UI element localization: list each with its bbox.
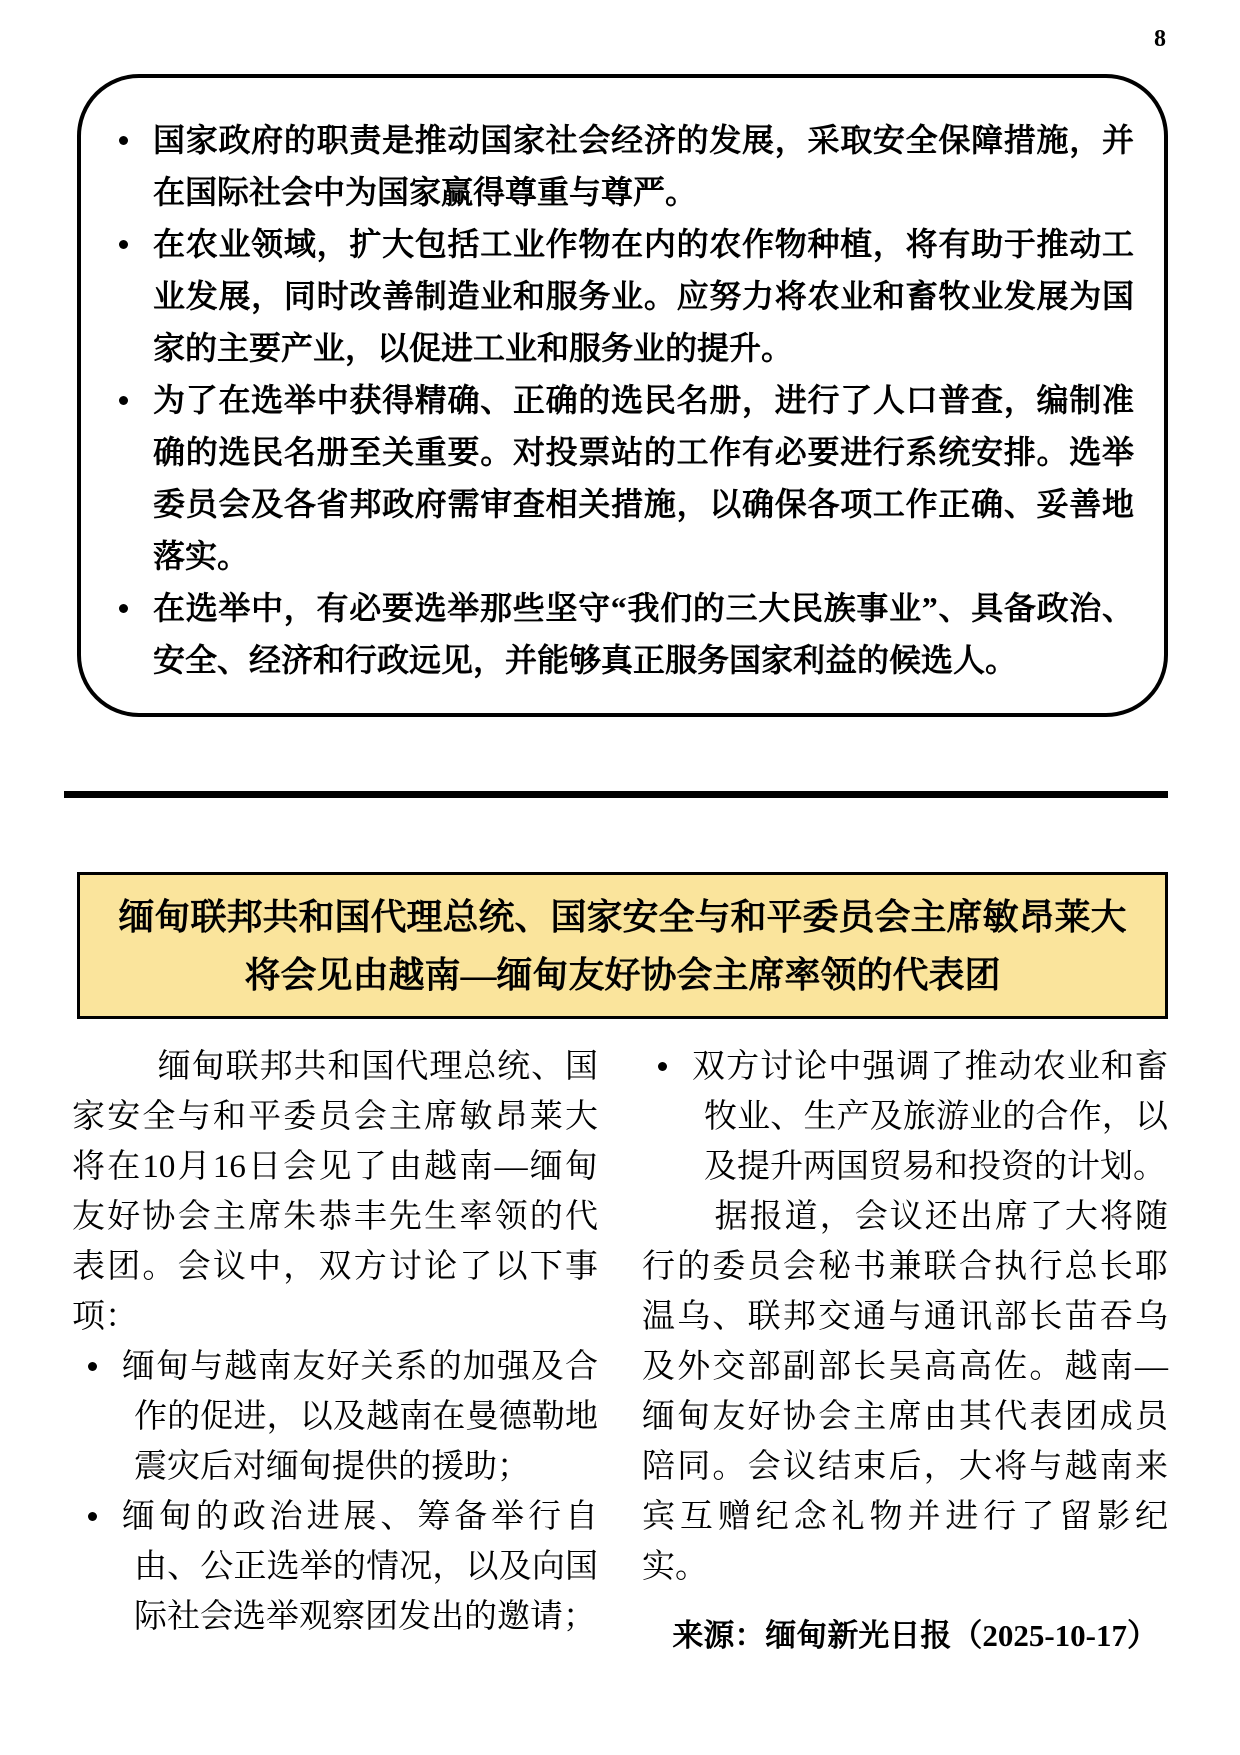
source-line: 来源：缅甸新光日报（2025-10-17）	[672, 1618, 1158, 1653]
summary-bullet-item: 国家政府的职责是推动国家社会经济的发展，采取安全保障措施，并在国际社会中为国家赢得尊重与尊严。	[107, 114, 1134, 218]
right-column	[642, 1042, 1168, 1658]
summary-box	[77, 74, 1168, 717]
article-title-line-2: 将会见由越南—缅甸友好协会主席率领的代表团	[244, 954, 1001, 995]
bullet-item: 缅甸与越南友好关系的加强及合作的促进，以及越南在曼德勒地震灾后对缅甸提供的援助；	[72, 1342, 598, 1492]
summary-bullet-list	[107, 114, 1134, 686]
left-column	[72, 1042, 598, 1658]
summary-bullet-item: 在选举中，有必要选举那些坚守“我们的三大民族事业”、具备政治、安全、经济和行政远见，并能够真正服务国家利益的候选人。	[107, 582, 1134, 686]
article-title-line-1: 缅甸联邦共和国代理总统、国家安全与和平委员会主席敏昂莱大	[118, 896, 1127, 937]
article-title-banner	[77, 872, 1168, 1019]
bullet-item: 缅甸的政治进展、筹备举行自由、公正选举的情况，以及向国际社会选举观察团发出的邀请；	[72, 1492, 598, 1642]
summary-bullet-item: 为了在选举中获得精确、正确的选民名册，进行了人口普查，编制准确的选民名册至关重要。对投票站的工作有必要进行系统安排。选举委员会及各省邦政府需审查相关措施，以确保各项工作正确、妥善地落实。	[107, 374, 1134, 582]
bullet-item: 双方讨论中强调了推动农业和畜牧业、生产及旅游业的合作，以及提升两国贸易和投资的计划。	[642, 1042, 1168, 1192]
article-body	[72, 1042, 1168, 1658]
page-number: 8	[1154, 26, 1166, 52]
summary-bullet-item: 在农业领域，扩大包括工业作物在内的农作物种植，将有助于推动工业发展，同时改善制造业和服务业。应努力将农业和畜牧业发展为国家的主要产业，以促进工业和服务业的提升。	[107, 218, 1134, 374]
lead-paragraph: 缅甸联邦共和国代理总统、国家安全与和平委员会主席敏昂莱大将在10月16日会见了由越南—缅甸友好协会主席朱恭丰先生率领的代表团。会议中，双方讨论了以下事项：	[72, 1049, 598, 1335]
detail-paragraph: 据报道，会议还出席了大将随行的委员会秘书兼联合执行总长耶温乌、联邦交通与通讯部长苗吞乌及外交部副部长吴高高佐。越南—缅甸友好协会主席由其代表团成员陪同。会议结束后，大将与越南来宾互赠纪念礼物并进行了留影纪实。	[642, 1199, 1168, 1585]
left-bullet-list	[72, 1342, 598, 1642]
section-divider	[64, 791, 1168, 798]
right-bullet-list	[642, 1042, 1168, 1192]
